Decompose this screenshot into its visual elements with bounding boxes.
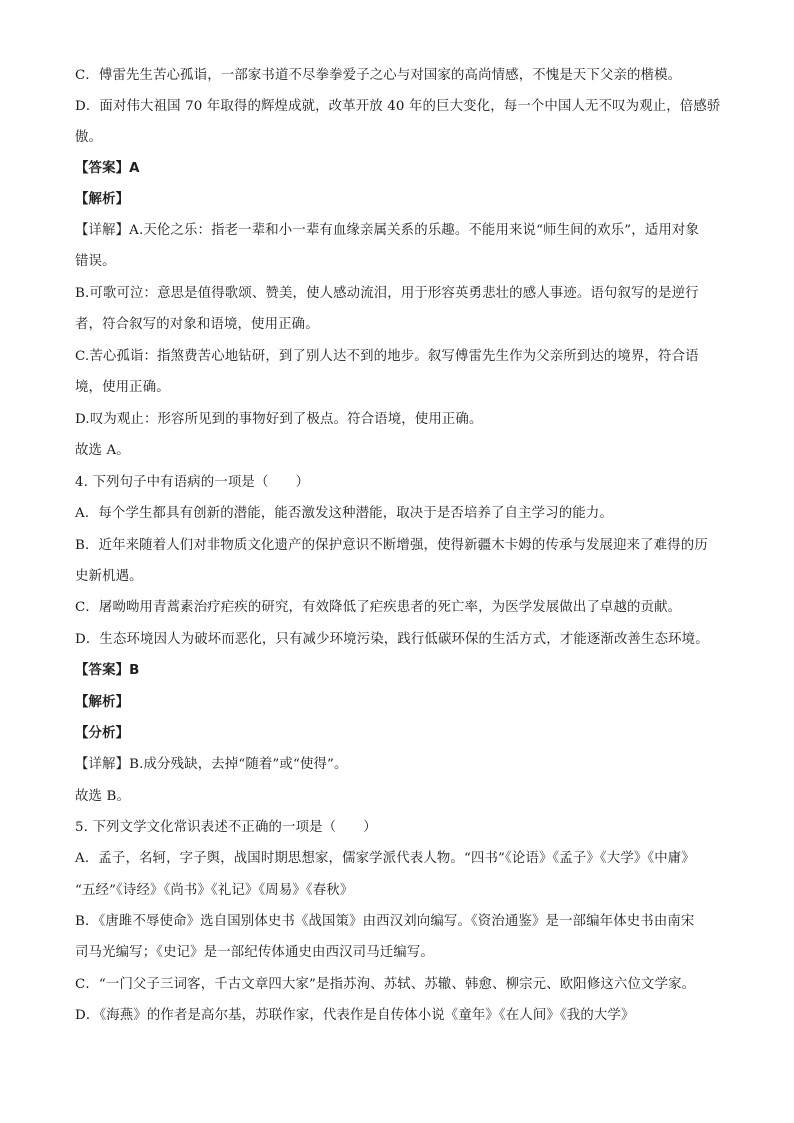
q4-detail: 【详解】B.成分残缺，去掉“随着”或“使得”。 — [75, 757, 348, 772]
detail-a-line-1: 【详解】A.天伦之乐：指老一辈和小一辈有血缘亲属关系的乐趣。不能用来说“师生间的欢乐”，适用对象 — [75, 223, 700, 238]
detail-b-line-2: 者，符合叙写的对象和语境，使用正确。 — [75, 317, 319, 332]
detail-b-line-1: B.可歌可泣：意思是值得歌颂、赞美，使人感动流泪，用于形容英勇悲壮的感人事迹。语句叙写的是逆行 — [75, 286, 699, 301]
q4-option-b-line-1: B．近年来随着人们对非物质文化遗产的保护意识不断增强，使得新疆木卡姆的传承与发展迎来了难得的历 — [75, 538, 708, 553]
q5-option-c: C．“一门父子三词客，千古文章四大家”是指苏洵、苏轼、苏辙、韩愈、柳宗元、欧阳修这六位文学家。 — [75, 977, 696, 992]
q4-option-a: A．每个学生都具有创新的潜能，能否激发这种潜能，取决于是否培养了自主学习的能力。 — [75, 506, 613, 521]
option-c-line-1: C．傅雷先生苦心孤诣，一部家书道不尽拳拳爱子之心与对国家的高尚情感，不愧是天下父亲的楷模。 — [75, 68, 682, 83]
q5-option-b-line-2: 司马光编写；《史记》是一部纪传体通史由西汉司马迁编写。 — [75, 945, 434, 960]
q4-option-d: D．生态环境因人为破坏而恶化，只有减少环境污染，践行低碳环保的生活方式，才能逐渐改善生态环境。 — [75, 632, 709, 647]
q4-answer-label: 【答案】B — [75, 663, 140, 678]
detail-c-line-1: C.苦心孤诣：指煞费苦心地钻研，到了别人达不到的地步。叙写傅雷先生作为父亲所到达的境界，符合语 — [75, 349, 699, 364]
q5-option-a-line-2: “五经”《诗经》《尚书》《礼记》《周易》《春秋》 — [75, 883, 354, 898]
answer-label: 【答案】A — [75, 161, 140, 176]
q5-option-a-line-1: A．孟子，名轲，字子舆，战国时期思想家，儒家学派代表人物。“四书”《论语》《孟子》《大学》《中庸》 — [75, 851, 695, 866]
question-4-title: 4. 下列句子中有语病的一项是（ ） — [75, 475, 310, 490]
q4-option-b-line-2: 史新机遇。 — [75, 569, 143, 584]
detail-a-line-2: 错误。 — [75, 254, 116, 269]
choose-a-line: 故选 A。 — [75, 443, 130, 458]
q5-option-b-line-1: B．《唐雎不辱使命》选自国别体史书《战国策》由西汉刘向编写。《资治通鉴》是一部编年体史书由南宋 — [75, 914, 695, 929]
q5-option-d: D．《海燕》的作者是高尔基，苏联作家，代表作是自传体小说《童年》《在人间》《我的大学》 — [75, 1008, 635, 1023]
detail-d-line: D.叹为观止：形容所见到的事物好到了极点。符合语境，使用正确。 — [75, 412, 483, 427]
analysis-label: 【解析】 — [75, 192, 130, 207]
question-5-title: 5. 下列文学文化常识表述不正确的一项是（ ） — [75, 820, 377, 835]
option-d-line-2: 傲。 — [75, 130, 103, 145]
choose-b-line: 故选 B。 — [75, 789, 131, 804]
detail-c-line-2: 境，使用正确。 — [75, 380, 170, 395]
option-d-line-1: D．面对伟大祖国 70 年取得的辉煌成就，改革开放 40 年的巨大变化，每一个中国人无不叹为观止，倍感骄 — [75, 99, 721, 114]
q4-fenxi-label: 【分析】 — [75, 726, 130, 741]
q4-option-c: C．屠呦呦用青蒿素治疗疟疾的研究，有效降低了疟疾患者的死亡率，为医学发展做出了卓越的贡献。 — [75, 600, 682, 615]
q4-analysis-label: 【解析】 — [75, 695, 130, 710]
